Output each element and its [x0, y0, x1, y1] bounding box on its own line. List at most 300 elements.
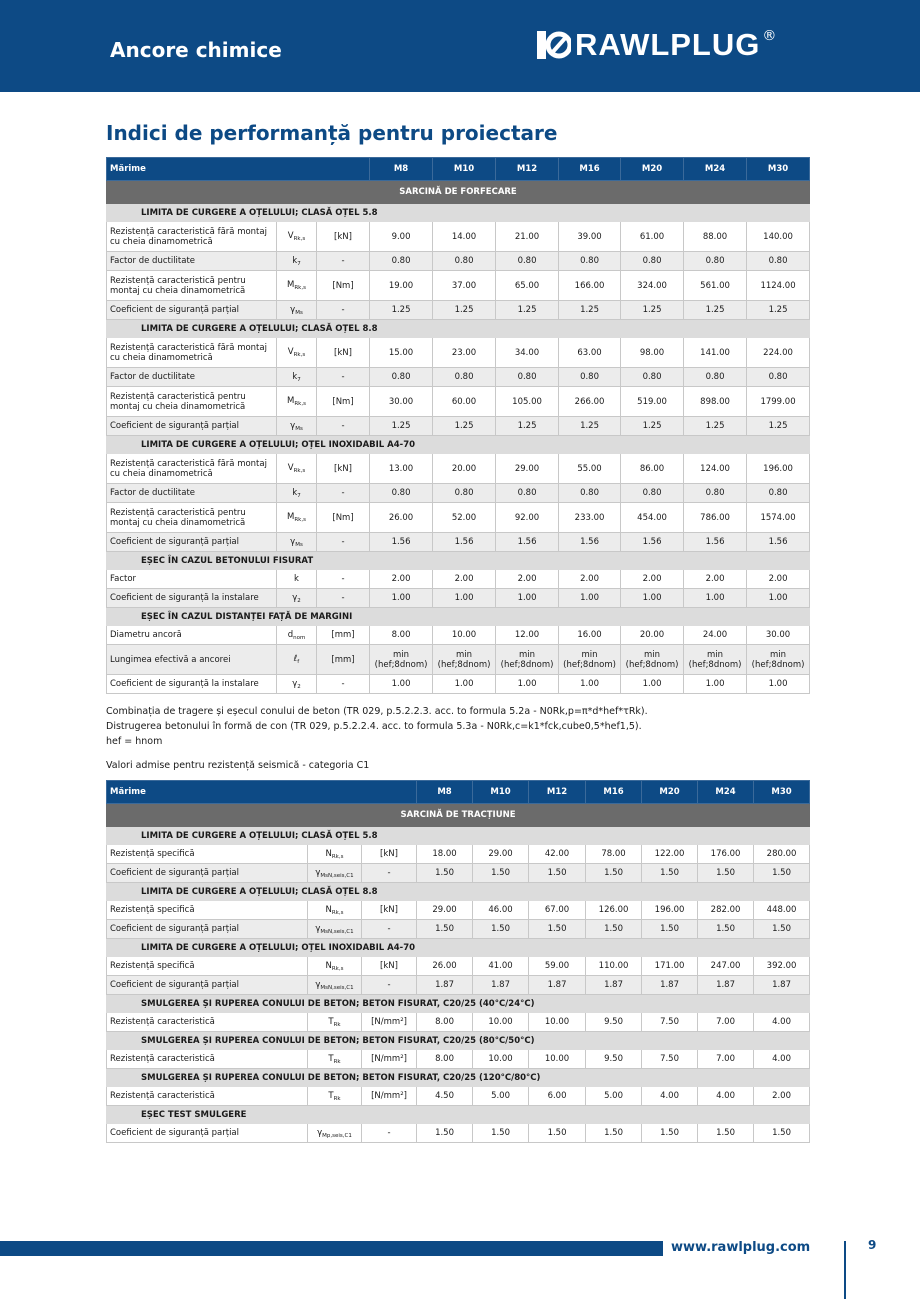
row-unit: - [317, 301, 370, 320]
value-cell: 2.00 [370, 570, 433, 589]
value-cell: 1.50 [586, 864, 642, 883]
value-cell: min (hef;8dnom) [747, 645, 810, 675]
row-label: Coeficient de siguranță parțial [107, 533, 277, 552]
value-cell: 30.00 [747, 626, 810, 645]
table-row [107, 1087, 810, 1106]
table-row [107, 1124, 810, 1143]
value-cell: 92.00 [496, 503, 559, 533]
row-symbol: $T_{Rk}$ [308, 1087, 362, 1106]
value-cell: 1.87 [417, 976, 473, 995]
row-symbol: $N_{Rk,s}$ [308, 957, 362, 976]
value-cell: 1.87 [642, 976, 698, 995]
row-unit: - [362, 864, 417, 883]
row-unit: [kN] [317, 454, 370, 484]
row-symbol: $V_{Rk,s}$ [277, 222, 317, 252]
value-cell: 1.56 [747, 533, 810, 552]
value-cell: 1.25 [433, 417, 496, 436]
value-cell: 1.00 [621, 675, 684, 694]
value-cell: 1.00 [747, 589, 810, 608]
table-row [107, 864, 810, 883]
registered-mark: ® [762, 28, 777, 44]
value-cell: 1.50 [417, 864, 473, 883]
value-cell: 454.00 [621, 503, 684, 533]
value-cell: 1.50 [642, 864, 698, 883]
value-cell: 519.00 [621, 387, 684, 417]
table-header-row [107, 158, 810, 181]
row-label: Rezistență caracteristică fără montaj cu cheia dinamometrică [107, 338, 277, 368]
value-cell: 0.80 [621, 368, 684, 387]
value-cell: 37.00 [433, 271, 496, 301]
value-cell: 7.50 [642, 1050, 698, 1069]
value-cell: 140.00 [747, 222, 810, 252]
value-cell: 2.00 [496, 570, 559, 589]
row-label: Coeficient de siguranță parțial [107, 976, 308, 995]
table-row [107, 901, 810, 920]
row-unit: [kN] [317, 338, 370, 368]
value-cell: 392.00 [754, 957, 810, 976]
value-cell: 1.50 [642, 920, 698, 939]
value-cell: 0.80 [621, 252, 684, 271]
value-cell: 52.00 [433, 503, 496, 533]
row-label: Rezistență caracteristică [107, 1050, 308, 1069]
row-unit: - [362, 1124, 417, 1143]
value-cell: 448.00 [754, 901, 810, 920]
symbol-subscript: Rk [333, 1058, 341, 1065]
value-cell: min (hef;8dnom) [684, 645, 747, 675]
value-cell: 61.00 [621, 222, 684, 252]
row-symbol: $\gamma_{MsN,seis,C1}$ [308, 864, 362, 883]
row-symbol: $\gamma_{Ms}$ [277, 301, 317, 320]
symbol-subscript: Rk,s [294, 517, 306, 523]
value-cell: 26.00 [417, 957, 473, 976]
group-title-row [107, 552, 810, 570]
symbol-subscript: Rk,s [293, 352, 306, 358]
row-unit: - [317, 484, 370, 503]
row-label: Rezistență specifică [107, 845, 308, 864]
symbol-subscript: Mp,seis,C1 [322, 1132, 352, 1139]
value-cell: 1.25 [370, 301, 433, 320]
table-row [107, 675, 810, 694]
table-row [107, 957, 810, 976]
value-cell: 1.50 [529, 864, 586, 883]
note-line: hef = hnom [106, 736, 163, 747]
value-cell: 1.25 [433, 301, 496, 320]
value-cell: 247.00 [698, 957, 754, 976]
value-cell: 1.25 [747, 417, 810, 436]
row-label: Rezistență caracteristică pentru montaj cu cheia dinamometrică [107, 271, 277, 301]
row-unit: [kN] [362, 845, 417, 864]
value-cell: 8.00 [417, 1050, 473, 1069]
table-header-row [107, 781, 810, 804]
group-title: EȘEC TEST SMULGERE [107, 1106, 810, 1124]
page-number: 9 [868, 1238, 877, 1252]
value-cell: 86.00 [621, 454, 684, 484]
value-cell: 2.00 [621, 570, 684, 589]
value-cell: 16.00 [559, 626, 621, 645]
value-cell: 5.00 [473, 1087, 529, 1106]
value-cell: 46.00 [473, 901, 529, 920]
value-cell: 1.87 [698, 976, 754, 995]
value-cell: 7.00 [698, 1013, 754, 1032]
symbol-subscript: Rk,s [331, 965, 344, 972]
value-cell: 1.00 [370, 675, 433, 694]
value-cell: 39.00 [559, 222, 621, 252]
row-unit: - [317, 570, 370, 589]
footer-divider [844, 1241, 846, 1299]
value-cell: 9.50 [586, 1013, 642, 1032]
symbol-subscript: Rk,s [294, 401, 306, 407]
value-cell: 1.25 [621, 301, 684, 320]
table-row [107, 301, 810, 320]
column-header: M8 [417, 781, 473, 804]
value-cell: 0.80 [433, 252, 496, 271]
row-unit: [kN] [362, 957, 417, 976]
value-cell: 1.50 [642, 1124, 698, 1143]
row-label: Factor de ductilitate [107, 252, 277, 271]
value-cell: 1.50 [698, 920, 754, 939]
row-label: Factor de ductilitate [107, 368, 277, 387]
row-unit: [Nm] [317, 387, 370, 417]
value-cell: 1.50 [529, 1124, 586, 1143]
value-cell: 4.50 [417, 1087, 473, 1106]
value-cell: 29.00 [496, 454, 559, 484]
value-cell: 9.00 [370, 222, 433, 252]
value-cell: 10.00 [529, 1013, 586, 1032]
row-symbol: $\gamma_{MsN,seis,C1}$ [308, 920, 362, 939]
column-header: M16 [559, 158, 621, 181]
header-title: Ancore chimice [110, 38, 282, 62]
note-line: Combinația de tragere și eșecul conului de beton (TR 029, p.5.2.2.3. acc. to formula 5.2a - N0Rk,p=π*d*hef*τRk). [106, 706, 648, 717]
value-cell: 1.00 [559, 589, 621, 608]
symbol-subscript: Rk [333, 1021, 341, 1028]
group-title-row [107, 320, 810, 338]
table-row [107, 368, 810, 387]
row-unit: - [362, 976, 417, 995]
symbol-subscript: Rk,s [293, 236, 306, 242]
value-cell: 60.00 [433, 387, 496, 417]
value-cell: 0.80 [433, 368, 496, 387]
row-symbol: $\gamma_{Ms}$ [277, 417, 317, 436]
value-cell: 1.50 [698, 864, 754, 883]
column-header: M24 [698, 781, 754, 804]
value-cell: 6.00 [529, 1087, 586, 1106]
value-cell: 4.00 [754, 1013, 810, 1032]
row-label: Lungimea efectivă a ancorei [107, 645, 277, 675]
group-title: EȘEC ÎN CAZUL DISTANȚEI FAȚĂ DE MARGINI [107, 608, 810, 626]
group-title-row [107, 436, 810, 454]
table-row [107, 645, 810, 675]
row-unit: [mm] [317, 645, 370, 675]
value-cell: 176.00 [698, 845, 754, 864]
column-header: M16 [586, 781, 642, 804]
value-cell: 1.87 [529, 976, 586, 995]
row-label: Coeficient de siguranță parțial [107, 864, 308, 883]
group-title: LIMITA DE CURGERE A OȚELULUI; CLASĂ OȚEL 8.8 [107, 320, 810, 338]
value-cell: 10.00 [433, 626, 496, 645]
section-title-row [107, 181, 810, 204]
value-cell: 4.00 [698, 1087, 754, 1106]
value-cell: 7.50 [642, 1013, 698, 1032]
value-cell: 1.50 [473, 920, 529, 939]
row-symbol: $N_{Rk,s}$ [308, 845, 362, 864]
value-cell: 2.00 [684, 570, 747, 589]
value-cell: 0.80 [747, 368, 810, 387]
value-cell: 110.00 [586, 957, 642, 976]
value-cell: 0.80 [370, 252, 433, 271]
value-cell: 1.25 [559, 301, 621, 320]
group-title: LIMITA DE CURGERE A OȚELULUI; CLASĂ OȚEL 5.8 [107, 827, 810, 845]
value-cell: 122.00 [642, 845, 698, 864]
value-cell: 12.00 [496, 626, 559, 645]
symbol-subscript: MsN,seis,C1 [320, 872, 354, 879]
row-label: Rezistență caracteristică [107, 1013, 308, 1032]
value-cell: 1.50 [529, 920, 586, 939]
table-row [107, 1050, 810, 1069]
value-cell: 0.80 [433, 484, 496, 503]
row-label: Rezistență caracteristică pentru montaj cu cheia dinamometrică [107, 503, 277, 533]
row-symbol: $k_7$ [277, 252, 317, 271]
value-cell: 0.80 [684, 252, 747, 271]
group-title-row [107, 1106, 810, 1124]
footer-url[interactable]: www.rawlplug.com [671, 1240, 811, 1255]
row-symbol: $M_{Rk,s}$ [277, 271, 317, 301]
value-cell: 5.00 [586, 1087, 642, 1106]
row-unit: [Nm] [317, 271, 370, 301]
row-symbol: $M_{Rk,s}$ [277, 503, 317, 533]
value-cell: 1.25 [370, 417, 433, 436]
group-title-row [107, 939, 810, 957]
value-cell: min (hef;8dnom) [559, 645, 621, 675]
table-row [107, 626, 810, 645]
value-cell: 1.25 [559, 417, 621, 436]
row-unit: [kN] [362, 901, 417, 920]
value-cell: 29.00 [473, 845, 529, 864]
value-cell: 1.50 [473, 1124, 529, 1143]
value-cell: 1.00 [370, 589, 433, 608]
value-cell: 10.00 [529, 1050, 586, 1069]
notes [106, 704, 648, 749]
value-cell: 4.00 [754, 1050, 810, 1069]
row-label: Factor [107, 570, 277, 589]
row-symbol: $N_{Rk,s}$ [308, 901, 362, 920]
value-cell: 1574.00 [747, 503, 810, 533]
value-cell: 1.50 [586, 920, 642, 939]
symbol-subscript: nom [293, 634, 306, 641]
group-title: LIMITA DE CURGERE A OȚELULUI; OȚEL INOXIDABIL A4-70 [107, 436, 810, 454]
value-cell: 1.56 [370, 533, 433, 552]
value-cell: 1.25 [496, 417, 559, 436]
note-line: Distrugerea betonului în formă de con (TR 029, p.5.2.2.4. acc. to formula 5.3a - N0Rk,c=k1*fck,cube0,5*hef1,5). [106, 721, 642, 732]
value-cell: 30.00 [370, 387, 433, 417]
value-cell: 8.00 [370, 626, 433, 645]
shear-load-table [106, 157, 810, 694]
group-title: LIMITA DE CURGERE A OȚELULUI; OȚEL INOXIDABIL A4-70 [107, 939, 810, 957]
value-cell: 13.00 [370, 454, 433, 484]
column-header: M12 [496, 158, 559, 181]
value-cell: 78.00 [586, 845, 642, 864]
value-cell: 1.56 [684, 533, 747, 552]
value-cell: min (hef;8dnom) [621, 645, 684, 675]
value-cell: 0.80 [684, 484, 747, 503]
row-unit: [mm] [317, 626, 370, 645]
symbol-subscript: MsN,seis,C1 [320, 928, 354, 935]
value-cell: 0.80 [559, 252, 621, 271]
value-cell: 1.50 [473, 864, 529, 883]
value-cell: 1.00 [433, 589, 496, 608]
table-row [107, 845, 810, 864]
group-title-row [107, 608, 810, 626]
row-symbol: $\gamma_{Ms}$ [277, 533, 317, 552]
row-label: Rezistență caracteristică [107, 1087, 308, 1106]
table-row [107, 454, 810, 484]
row-unit: - [362, 920, 417, 939]
value-cell: 324.00 [621, 271, 684, 301]
value-cell: 18.00 [417, 845, 473, 864]
value-cell: 0.80 [496, 252, 559, 271]
value-cell: 1.25 [621, 417, 684, 436]
section-title-row [107, 804, 810, 827]
value-cell: 7.00 [698, 1050, 754, 1069]
value-cell: 1.56 [559, 533, 621, 552]
value-cell: 1.50 [417, 920, 473, 939]
symbol-subscript: Rk,s [294, 285, 306, 291]
value-cell: 1.00 [621, 589, 684, 608]
value-cell: 1.25 [684, 417, 747, 436]
row-label: Factor de ductilitate [107, 484, 277, 503]
column-header: M10 [473, 781, 529, 804]
value-cell: 29.00 [417, 901, 473, 920]
symbol-subscript: 2 [297, 683, 301, 690]
value-cell: 4.00 [642, 1087, 698, 1106]
group-title: LIMITA DE CURGERE A OȚELULUI; CLASĂ OȚEL 8.8 [107, 883, 810, 901]
group-title: SMULGEREA ȘI RUPEREA CONULUI DE BETON; BETON FISURAT, C20/25 (80°C/50°C) [107, 1032, 810, 1050]
symbol-subscript: 7 [297, 376, 301, 383]
group-title: LIMITA DE CURGERE A OȚELULUI; CLASĂ OȚEL 5.8 [107, 204, 810, 222]
value-cell: 1.56 [621, 533, 684, 552]
group-title: SMULGEREA ȘI RUPEREA CONULUI DE BETON; BETON FISURAT, C20/25 (40°C/24°C) [107, 995, 810, 1013]
value-cell: 1124.00 [747, 271, 810, 301]
table-row [107, 589, 810, 608]
value-cell: 233.00 [559, 503, 621, 533]
column-header: M20 [642, 781, 698, 804]
table-row [107, 417, 810, 436]
value-cell: 1.00 [747, 675, 810, 694]
row-unit: [N/mm²] [362, 1050, 417, 1069]
row-label: Diametru ancoră [107, 626, 277, 645]
row-symbol: $\gamma_2$ [277, 589, 317, 608]
symbol-subscript: Rk [333, 1095, 341, 1102]
row-symbol: $d_{nom}$ [277, 626, 317, 645]
row-label: Coeficient de siguranță parțial [107, 301, 277, 320]
row-unit: - [317, 368, 370, 387]
rawlplug-logo [537, 28, 776, 62]
value-cell: 1.00 [496, 675, 559, 694]
brand-name: RAWLPLUG [575, 27, 761, 62]
table-row [107, 570, 810, 589]
value-cell: 0.80 [747, 252, 810, 271]
row-symbol: ℓ$_f$ [277, 645, 317, 675]
value-cell: 1799.00 [747, 387, 810, 417]
value-cell: 0.80 [370, 368, 433, 387]
rawlplug-logo-icon [537, 30, 571, 60]
value-cell: 1.50 [754, 1124, 810, 1143]
value-cell: 63.00 [559, 338, 621, 368]
symbol-subscript: Rk,s [293, 468, 306, 474]
value-cell: 1.87 [586, 976, 642, 995]
header-label-cell: Mărime [107, 781, 417, 804]
row-label: Rezistență specifică [107, 901, 308, 920]
group-title-row [107, 883, 810, 901]
value-cell: 24.00 [684, 626, 747, 645]
symbol-subscript: 7 [297, 260, 301, 267]
row-label: Rezistență specifică [107, 957, 308, 976]
symbol-subscript: Rk,s [331, 909, 344, 916]
value-cell: 0.80 [684, 368, 747, 387]
value-cell: 282.00 [698, 901, 754, 920]
value-cell: 1.00 [433, 675, 496, 694]
table-row [107, 252, 810, 271]
value-cell: 34.00 [496, 338, 559, 368]
footer-bar [0, 1241, 663, 1256]
value-cell: 10.00 [473, 1013, 529, 1032]
row-label: Coeficient de siguranță la instalare [107, 675, 277, 694]
value-cell: min (hef;8dnom) [496, 645, 559, 675]
table-row [107, 387, 810, 417]
row-label: Coeficient de siguranță la instalare [107, 589, 277, 608]
column-header: M24 [684, 158, 747, 181]
value-cell: 196.00 [642, 901, 698, 920]
value-cell: 1.00 [684, 589, 747, 608]
value-cell: 561.00 [684, 271, 747, 301]
column-header: M30 [747, 158, 810, 181]
row-label: Rezistență caracteristică fără montaj cu cheia dinamometrică [107, 222, 277, 252]
table-row [107, 1013, 810, 1032]
table-row [107, 920, 810, 939]
value-cell: 9.50 [586, 1050, 642, 1069]
group-title-row [107, 1069, 810, 1087]
group-title-row [107, 995, 810, 1013]
row-symbol: $T_{Rk}$ [308, 1013, 362, 1032]
row-unit: [Nm] [317, 503, 370, 533]
row-symbol: $V_{Rk,s}$ [277, 454, 317, 484]
page-title: Indici de performanță pentru proiectare [106, 121, 558, 145]
row-unit: - [317, 417, 370, 436]
value-cell: 1.50 [586, 1124, 642, 1143]
value-cell: 1.00 [559, 675, 621, 694]
row-label: Coeficient de siguranță parțial [107, 1124, 308, 1143]
table-row [107, 484, 810, 503]
value-cell: min (hef;8dnom) [370, 645, 433, 675]
symbol-subscript: f [297, 659, 300, 665]
value-cell: 20.00 [621, 626, 684, 645]
row-symbol: $T_{Rk}$ [308, 1050, 362, 1069]
header-label-cell: Mărime [107, 158, 370, 181]
row-symbol: k [277, 570, 317, 589]
value-cell: 0.80 [496, 368, 559, 387]
value-cell: 88.00 [684, 222, 747, 252]
value-cell: 786.00 [684, 503, 747, 533]
symbol-subscript: Ms [295, 541, 303, 548]
symbol-subscript: Ms [295, 425, 303, 432]
value-cell: 15.00 [370, 338, 433, 368]
group-title: SMULGEREA ȘI RUPEREA CONULUI DE BETON; BETON FISURAT, C20/25 (120°C/80°C) [107, 1069, 810, 1087]
value-cell: 21.00 [496, 222, 559, 252]
value-cell: 1.25 [684, 301, 747, 320]
seismic-tension-table [106, 780, 810, 1143]
row-symbol: $k_7$ [277, 484, 317, 503]
value-cell: 42.00 [529, 845, 586, 864]
value-cell: 98.00 [621, 338, 684, 368]
